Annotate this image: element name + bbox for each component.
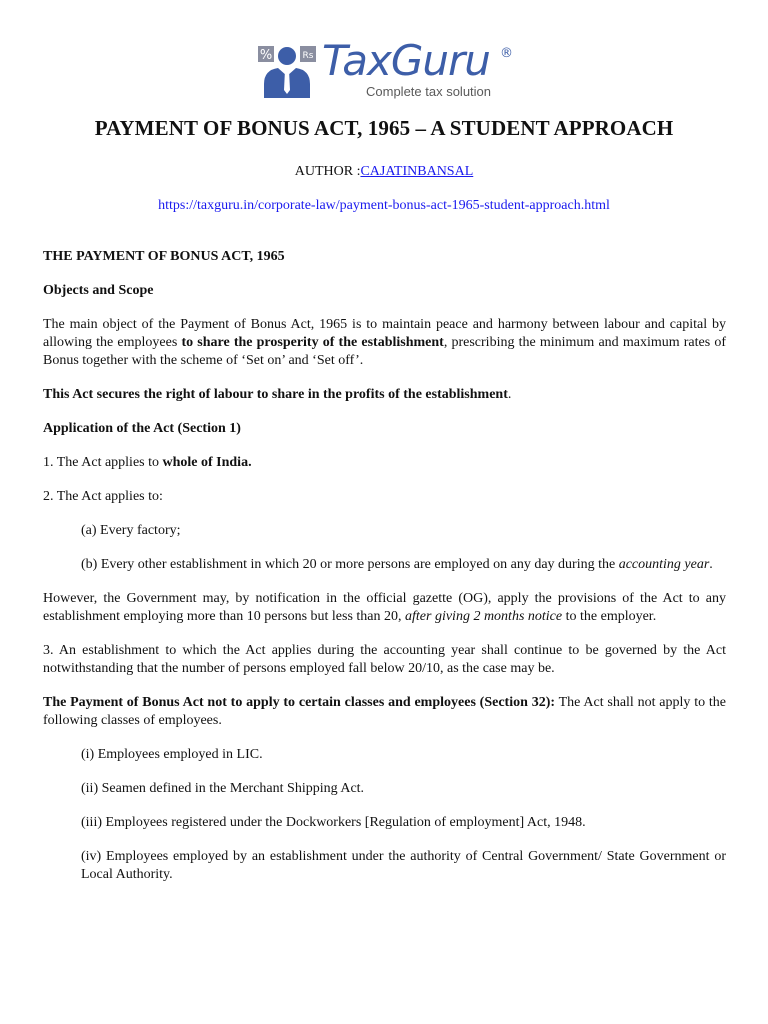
however-text-b: to the employer. (562, 609, 657, 624)
rupee-icon: Rs (302, 51, 314, 61)
objects-heading: Objects and Scope (43, 283, 154, 298)
objects-text-a: The main object of the Payment of Bonus Act, 1965 is to maintain peace and harmony between labour and capital by allowing the employees (43, 317, 726, 350)
however-text-a: However, the Government may, by notification in the official gazette (OG), apply the provisions of the Act to any establishment employing more than 10 persons but less than 20, (43, 591, 726, 624)
source-url-link[interactable]: https://taxguru.in/corporate-law/payment-bonus-act-1965-student-approach.html (158, 198, 610, 213)
application-heading: Application of the Act (Section 1) (43, 421, 241, 436)
document-body (43, 248, 726, 900)
rights-text-end: . (507, 387, 512, 402)
author-prefix: AUTHOR : (294, 164, 361, 179)
exclusion-item-iii: (iii) Employees registered under the Dockworkers [Regulation of employment] Act, 1948. (81, 815, 586, 830)
author-link[interactable]: CAJATINBANSAL (360, 164, 474, 179)
section-32-paragraph (43, 694, 726, 730)
objects-text-bold: to share the prosperity of the establishment (181, 335, 444, 350)
exclusion-item-iv: (iv) Employees employed by an establishment under the authority of Central Government/ State Government or Local Authority. (81, 849, 726, 882)
source-url-line (0, 198, 768, 214)
application-item-3: 3. An establishment to which the Act applies during the accounting year shall continue to be governed by the Act notwithstanding that the number of persons employed fall below 20/10, as the case may be. (43, 643, 726, 676)
taxguru-mark-icon (256, 42, 318, 100)
objects-text-b: , prescribing the minimum and maximum rates of Bonus together with the scheme of ‘Set on’ and ‘Set off’. (43, 335, 727, 368)
registered-mark: ® (500, 46, 513, 61)
document-title: PAYMENT OF BONUS ACT, 1965 – A STUDENT APPROACH (94, 116, 674, 140)
exclusion-item-i: (i) Employees employed in LIC. (81, 747, 263, 762)
application-2b-end: . (709, 557, 713, 572)
author-line (0, 164, 768, 180)
application-item-1 (43, 454, 726, 472)
taxguru-logo[interactable] (256, 36, 516, 102)
application-1-text: 1. The Act applies to (43, 455, 163, 470)
however-text-italic: after giving 2 months notice (405, 609, 563, 624)
however-paragraph (43, 590, 726, 626)
application-2b-italic: accounting year (618, 557, 710, 572)
logo-wordmark: TaxGuru (322, 36, 490, 85)
application-item-2: 2. The Act applies to: (43, 489, 163, 504)
rights-paragraph (43, 386, 726, 404)
exclusion-item-ii: (ii) Seamen defined in the Merchant Shipping Act. (81, 781, 365, 796)
application-item-2a: (a) Every factory; (81, 523, 181, 538)
percent-icon: % (259, 48, 273, 63)
logo-tagline: Complete tax solution (366, 84, 492, 99)
section-32-bold: The Payment of Bonus Act not to apply to certain classes and employees (Section 32): (43, 695, 556, 710)
objects-paragraph (43, 316, 726, 370)
section-32-text: The Act shall not apply to the following classes of employees. (43, 695, 726, 728)
rights-text-bold: This Act secures the right of labour to share in the profits of the establishment (43, 387, 508, 402)
application-2b-text: (b) Every other establishment in which 20 or more persons are employed on any day during the (81, 557, 619, 572)
act-heading: THE PAYMENT OF BONUS ACT, 1965 (43, 249, 285, 264)
application-1-bold: whole of India. (162, 455, 252, 470)
application-item-2b (81, 556, 726, 574)
